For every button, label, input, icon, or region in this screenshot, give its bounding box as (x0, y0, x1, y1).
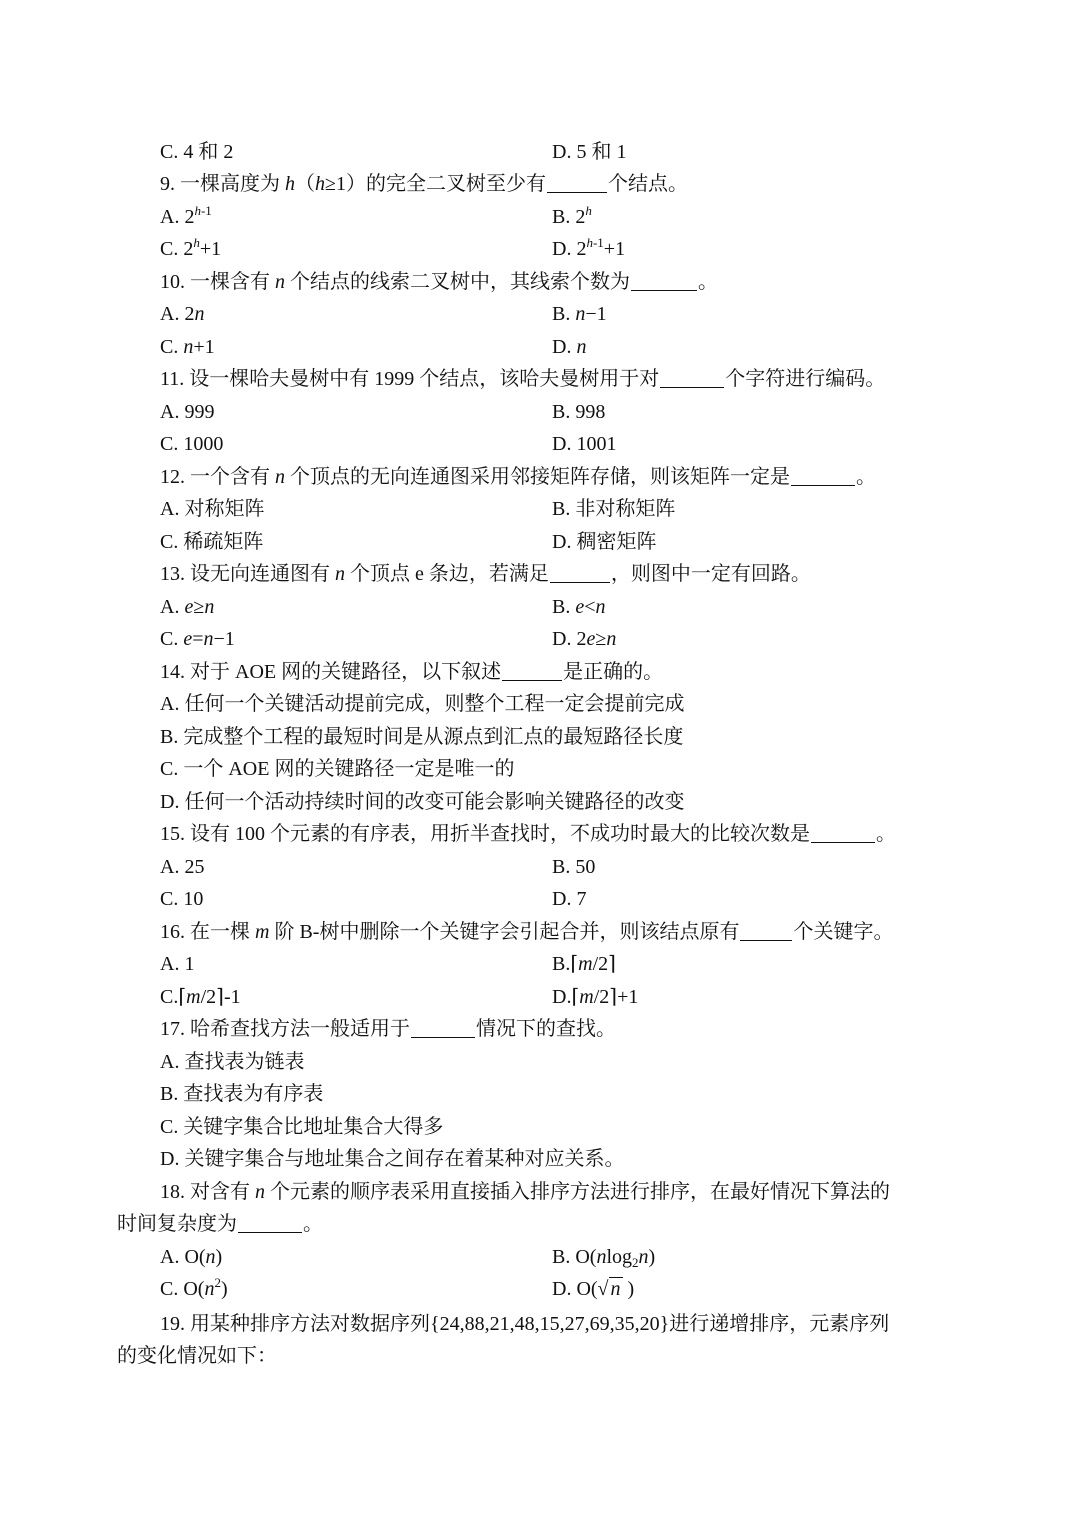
q10-option-d: D. n (552, 336, 587, 358)
q11-option-a: A. 999 (160, 401, 215, 423)
q13-option-b: B. e<n (552, 596, 606, 618)
q12-option-a: A. 对称矩阵 (160, 498, 265, 520)
q13-option-a: A. e≥n (160, 596, 215, 618)
q15-option-c: C. 10 (160, 888, 204, 910)
q18-option-c: C. $O(n^2)$ (160, 1275, 228, 1300)
q16-option-c: C.⌈m/2⌉-1 (160, 986, 241, 1008)
answer-blank (411, 1017, 475, 1038)
q10-option-b: B. n−1 (552, 303, 607, 325)
q18-option-a: A. O(n) (160, 1246, 223, 1268)
q11-option-d: D. 1001 (552, 433, 617, 455)
q14-option-c: C. 一个 AOE 网的关键路径一定是唯一的 (160, 758, 515, 780)
q9-stem: 9. 一棵高度为 h（h≥1）的完全二叉树至少有 个结点。 (160, 173, 688, 195)
q10-stem: 10. 一棵含有 n 个结点的线索二叉树中，其线索个数为 。 (160, 271, 718, 293)
q14-stem: 14. 对于 AOE 网的关键路径，以下叙述 是正确的。 (160, 661, 664, 683)
q11-option-c: C. 1000 (160, 433, 224, 455)
q19-stem-line2: 的变化情况如下： (117, 1345, 277, 1367)
q18-stem-line2: 时间复杂度为 。 (117, 1213, 323, 1235)
q9-option-a: A. 2$^{h-1}$ (160, 203, 212, 228)
q18-option-d: D. O(√ n ) (552, 1278, 635, 1300)
q14-option-b: B. 完成整个工程的最短时间是从源点到汇点的最短路径长度 (160, 726, 684, 748)
q16-option-d: D.⌈m/2⌉+1 (552, 986, 639, 1008)
q15-option-d: D. 7 (552, 888, 587, 910)
answer-blank (631, 270, 697, 291)
answer-blank (547, 172, 607, 193)
q17-option-b: B. 查找表为有序表 (160, 1083, 324, 1105)
q8-option-d: D. 5 和 1 (552, 141, 627, 163)
q9-option-c: C. $2^h+1$ (160, 235, 222, 260)
answer-blank (238, 1212, 302, 1233)
q17-option-c: C. 关键字集合比地址集合大得多 (160, 1116, 444, 1138)
q16-stem: 16. 在一棵 m 阶 B-树中删除一个关键字会引起合并，则该结点原有 个关键字。 (160, 921, 894, 943)
answer-blank (660, 367, 724, 388)
q12-option-c: C. 稀疏矩阵 (160, 531, 264, 553)
q10-option-c: C. n+1 (160, 336, 215, 358)
q12-option-b: B. 非对称矩阵 (552, 498, 676, 520)
q14-option-d: D. 任何一个活动持续时间的改变可能会影响关键路径的改变 (160, 791, 685, 813)
q17-option-a: A. 查找表为链表 (160, 1051, 305, 1073)
q18-option-b: B. O(nlog$_2$n) (552, 1246, 656, 1270)
answer-blank (740, 920, 792, 941)
q8-option-c: C. 4 和 2 (160, 141, 234, 163)
q18-stem-line1: 18. 对含有 n 个元素的顺序表采用直接插入排序方法进行排序，在最好情况下算法的 (160, 1181, 890, 1203)
q11-option-b: B. 998 (552, 401, 606, 423)
answer-blank (550, 562, 610, 583)
q14-option-a: A. 任何一个关键活动提前完成，则整个工程一定会提前完成 (160, 693, 685, 715)
answer-blank (791, 465, 855, 486)
q15-option-a: A. 25 (160, 856, 205, 878)
q16-option-b: B.⌈m/2⌉ (552, 953, 616, 975)
q13-stem: 13. 设无向连通图有 n 个顶点 e 条边，若满足 ，则图中一定有回路。 (160, 563, 811, 585)
q12-option-d: D. 稠密矩阵 (552, 531, 657, 553)
q17-option-d: D. 关键字集合与地址集合之间存在着某种对应关系。 (160, 1148, 625, 1170)
q10-option-a: A. 2n (160, 303, 205, 325)
q16-option-a: A. 1 (160, 953, 195, 975)
q11-stem: 11. 设一棵哈夫曼树中有 1999 个结点，该哈夫曼树用于对 个字符进行编码。 (160, 368, 886, 390)
answer-blank (811, 822, 875, 843)
q19-stem-line1: 19. 用某种排序方法对数据序列{24,88,21,48,15,27,69,35,20}进行递增排序，元素序列 (160, 1313, 890, 1335)
q13-option-c: C. e=n−1 (160, 628, 235, 650)
q9-option-d: D. $2^{h-1}+1$ (552, 235, 626, 260)
answer-blank (502, 660, 562, 681)
q15-option-b: B. 50 (552, 856, 596, 878)
q9-option-b: B. 2$^h$ (552, 203, 592, 228)
q13-option-d: D. 2e≥n (552, 628, 617, 650)
q17-stem: 17. 哈希查找方法一般适用于 情况下的查找。 (160, 1018, 616, 1040)
q12-stem: 12. 一个含有 n 个顶点的无向连通图采用邻接矩阵存储，则该矩阵一定是 。 (160, 466, 876, 488)
q15-stem: 15. 设有 100 个元素的有序表，用折半查找时，不成功时最大的比较次数是 。 (160, 823, 896, 845)
